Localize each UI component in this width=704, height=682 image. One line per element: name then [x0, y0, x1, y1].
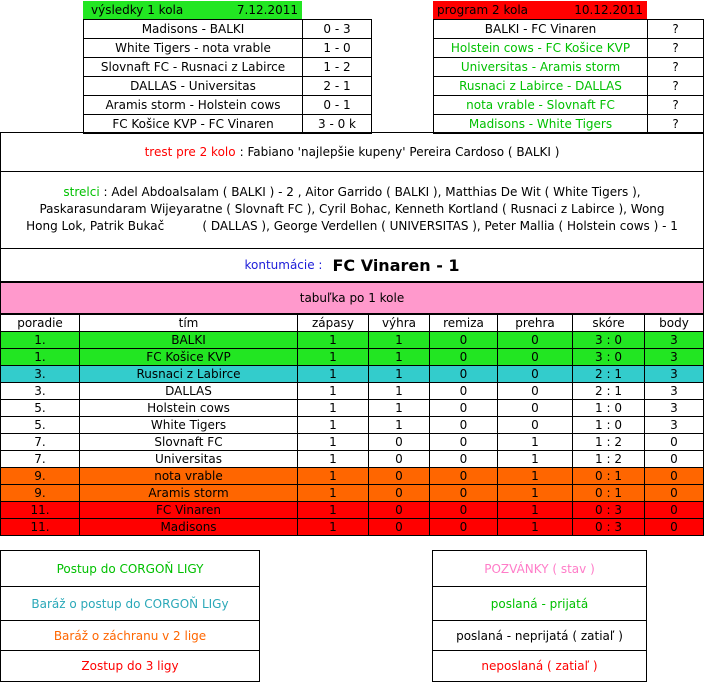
- standings-cell-score: 2 : 1: [572, 365, 644, 382]
- standings-cell-team: BALKI: [79, 331, 297, 348]
- result-teams: Aramis storm - Holstein cows: [83, 95, 302, 114]
- result-score: 1 - 0: [302, 38, 371, 57]
- penalty-text: : Fabiano 'najlepšie kupeny' Pereira Cardoso ( BALKI ): [239, 145, 560, 159]
- program-score: ?: [647, 114, 703, 133]
- standings-cell-draw: 0: [429, 484, 497, 501]
- results-header: [83, 1, 302, 19]
- standings-row: [0, 467, 703, 484]
- standings-cell-team: Slovnaft FC: [79, 433, 297, 450]
- program-teams: Rusnaci z Labirce - DALLAS: [433, 76, 647, 95]
- standings-cell-team: nota vrable: [79, 467, 297, 484]
- standings-cell-lost: 1: [497, 433, 572, 450]
- standings-cell-draw: 0: [429, 450, 497, 467]
- standings-cell-pts: 0: [644, 450, 703, 467]
- standings-cell-pos: 5.: [0, 399, 79, 416]
- standings-cell-played: 1: [297, 331, 368, 348]
- result-row: [83, 114, 371, 133]
- standings-cell-won: 0: [368, 484, 429, 501]
- standings-cell-score: 3 : 0: [572, 348, 644, 365]
- legend-relegation-playoff: Baráž o záchranu v 2 lige: [0, 620, 259, 650]
- legend-promotion: Postup do CORGOŇ LIGY: [0, 550, 259, 586]
- standings-cell-team: Aramis storm: [79, 484, 297, 501]
- result-row: [83, 76, 371, 95]
- standings-cell-pos: 11.: [0, 518, 79, 535]
- standings-cell-team: White Tigers: [79, 416, 297, 433]
- standings-cell-lost: 1: [497, 467, 572, 484]
- standings-cell-won: 1: [368, 399, 429, 416]
- standings-cell-played: 1: [297, 467, 368, 484]
- standings-cell-won: 1: [368, 382, 429, 399]
- standings-cell-played: 1: [297, 348, 368, 365]
- standings-cell-pos: 3.: [0, 365, 79, 382]
- standings-row: [0, 518, 703, 535]
- standings-cell-pts: 3: [644, 331, 703, 348]
- standings-header-cell: body: [644, 314, 703, 331]
- program-row: [433, 19, 703, 38]
- standings-cell-played: 1: [297, 518, 368, 535]
- standings-cell-team: FC Vinaren: [79, 501, 297, 518]
- program-teams: Madisons - White Tigers: [433, 114, 647, 133]
- standings-row: [0, 484, 703, 501]
- standings-cell-pts: 0: [644, 433, 703, 450]
- standings-cell-won: 1: [368, 416, 429, 433]
- standings-header-cell: výhra: [368, 314, 429, 331]
- program-teams: nota vrable - Slovnaft FC: [433, 95, 647, 114]
- standings-row: [0, 399, 703, 416]
- invites-not-accepted: poslaná - neprijatá ( zatiaľ ): [432, 620, 646, 650]
- standings-row: [0, 501, 703, 518]
- standings-header-row: [0, 314, 703, 331]
- program-date: 10.12.2011: [574, 3, 643, 17]
- standings-cell-played: 1: [297, 416, 368, 433]
- standings-row: [0, 416, 703, 433]
- result-teams: Slovnaft FC - Rusnaci z Labirce: [83, 57, 302, 76]
- standings-cell-pos: 1.: [0, 348, 79, 365]
- standings-cell-team: FC Košice KVP: [79, 348, 297, 365]
- standings-cell-pts: 3: [644, 365, 703, 382]
- standings-cell-score: 3 : 0: [572, 331, 644, 348]
- program-score: ?: [647, 19, 703, 38]
- program-score: ?: [647, 76, 703, 95]
- program-row: [433, 57, 703, 76]
- standings-cell-won: 0: [368, 450, 429, 467]
- result-teams: FC Košice KVP - FC Vinaren: [83, 114, 302, 133]
- result-row: [83, 95, 371, 114]
- standings-cell-pts: 3: [644, 382, 703, 399]
- result-row: [83, 19, 371, 38]
- standings-row: [0, 365, 703, 382]
- scorers-line-2: Paskarasundaram Wijeyaratne ( Slovnaft FC ), Cyril Bohac, Kenneth Kortland ( Rusnaci z Labirce ), Wong: [39, 202, 665, 216]
- standings-cell-draw: 0: [429, 467, 497, 484]
- standings-cell-draw: 0: [429, 433, 497, 450]
- standings-cell-played: 1: [297, 399, 368, 416]
- result-score: 2 - 1: [302, 76, 371, 95]
- program-row: [433, 95, 703, 114]
- standings-table: [0, 314, 704, 536]
- standings-cell-pos: 5.: [0, 416, 79, 433]
- standings-cell-lost: 1: [497, 450, 572, 467]
- standings-header-cell: zápasy: [297, 314, 368, 331]
- standings-cell-won: 0: [368, 518, 429, 535]
- standings-cell-score: 0 : 3: [572, 501, 644, 518]
- standings-cell-lost: 0: [497, 331, 572, 348]
- standings-cell-played: 1: [297, 484, 368, 501]
- standings-cell-won: 1: [368, 365, 429, 382]
- standings-cell-team: Rusnaci z Labirce: [79, 365, 297, 382]
- standings-cell-draw: 0: [429, 382, 497, 399]
- result-row: [83, 57, 371, 76]
- standings-cell-score: 0 : 1: [572, 467, 644, 484]
- standings-cell-pos: 11.: [0, 501, 79, 518]
- invites-title: POZVÁNKY ( stav ): [432, 550, 646, 586]
- standings-cell-pts: 0: [644, 467, 703, 484]
- standings-cell-played: 1: [297, 365, 368, 382]
- standings-cell-pts: 0: [644, 501, 703, 518]
- standings-cell-pos: 9.: [0, 467, 79, 484]
- program-score: ?: [647, 38, 703, 57]
- program-table: [433, 19, 704, 134]
- standings-cell-won: 0: [368, 467, 429, 484]
- standings-cell-lost: 0: [497, 382, 572, 399]
- standings-cell-won: 0: [368, 433, 429, 450]
- result-score: 0 - 3: [302, 19, 371, 38]
- standings-cell-pos: 3.: [0, 382, 79, 399]
- standings-cell-pts: 0: [644, 518, 703, 535]
- legend-promotion-playoff: Baráž o postup do CORGOŇ LIGy: [0, 586, 259, 620]
- standings-cell-played: 1: [297, 433, 368, 450]
- standings-cell-score: 1 : 0: [572, 399, 644, 416]
- scorers-line-1: strelci : Adel Abdoalsalam ( BALKI ) - 2 , Aitor Garrido ( BALKI ), Matthias De Wit ( White Tigers ),: [63, 185, 641, 199]
- standings-cell-lost: 0: [497, 348, 572, 365]
- standings-header-cell: remiza: [429, 314, 497, 331]
- invites-not-sent: neposlaná ( zatiaľ ): [432, 650, 646, 681]
- standings-cell-draw: 0: [429, 348, 497, 365]
- forfeit-value: FC Vinaren - 1: [332, 255, 460, 275]
- standings-cell-team: Madisons: [79, 518, 297, 535]
- legend-table: [0, 550, 260, 682]
- results-table: [83, 19, 372, 134]
- standings-cell-pts: 3: [644, 348, 703, 365]
- standings-cell-draw: 0: [429, 365, 497, 382]
- program-row: [433, 114, 703, 133]
- result-teams: White Tigers - nota vrable: [83, 38, 302, 57]
- invites-table: [432, 550, 647, 682]
- standings-header-cell: skóre: [572, 314, 644, 331]
- program-teams: Universitas - Aramis storm: [433, 57, 647, 76]
- standings-cell-played: 1: [297, 382, 368, 399]
- standings-cell-pos: 1.: [0, 331, 79, 348]
- scorers-line-3: Hong Lok, Patrik Bukač ( DALLAS ), George Verdellen ( UNIVERSITAS ), Peter Mallia ( Holstein cows ) - 1: [26, 219, 678, 233]
- standings-cell-score: 0 : 1: [572, 484, 644, 501]
- results-section: [0, 0, 704, 132]
- program-row: [433, 38, 703, 57]
- standings-cell-score: 1 : 0: [572, 416, 644, 433]
- standings-header-cell: prehra: [497, 314, 572, 331]
- standings-cell-score: 1 : 2: [572, 450, 644, 467]
- standings-cell-pts: 0: [644, 484, 703, 501]
- standings-cell-pts: 3: [644, 416, 703, 433]
- forfeit-label: kontumácie :: [244, 258, 323, 272]
- standings-cell-team: DALLAS: [79, 382, 297, 399]
- program-score: ?: [647, 95, 703, 114]
- result-score: 1 - 2: [302, 57, 371, 76]
- standings-cell-draw: 0: [429, 518, 497, 535]
- result-score: 0 - 1: [302, 95, 371, 114]
- result-teams: Madisons - BALKI: [83, 19, 302, 38]
- standings-cell-draw: 0: [429, 416, 497, 433]
- standings-cell-score: 1 : 2: [572, 433, 644, 450]
- standings-cell-lost: 1: [497, 484, 572, 501]
- standings-row: [0, 433, 703, 450]
- standings-row: [0, 331, 703, 348]
- program-header: [433, 1, 647, 19]
- standings-row: [0, 382, 703, 399]
- standings-cell-pos: 9.: [0, 484, 79, 501]
- program-title: program 2 kola: [437, 3, 529, 17]
- standings-cell-team: Holstein cows: [79, 399, 297, 416]
- standings-cell-lost: 0: [497, 399, 572, 416]
- standings-header-cell: tím: [79, 314, 297, 331]
- standings-cell-lost: 1: [497, 518, 572, 535]
- standings-cell-won: 0: [368, 501, 429, 518]
- standings-cell-pts: 3: [644, 399, 703, 416]
- program-row: [433, 76, 703, 95]
- standings-row: [0, 348, 703, 365]
- result-teams: DALLAS - Universitas: [83, 76, 302, 95]
- scorers-box: [0, 171, 704, 249]
- standings-cell-lost: 0: [497, 365, 572, 382]
- penalty-box: [0, 132, 704, 172]
- standings-cell-won: 1: [368, 331, 429, 348]
- results-date: 7.12.2011: [236, 3, 298, 17]
- standings-cell-played: 1: [297, 501, 368, 518]
- forfeit-box: [0, 248, 704, 282]
- standings-header-cell: poradie: [0, 314, 79, 331]
- standings-cell-lost: 0: [497, 416, 572, 433]
- program-score: ?: [647, 57, 703, 76]
- standings-cell-pos: 7.: [0, 433, 79, 450]
- standings-row: [0, 450, 703, 467]
- result-score: 3 - 0 k: [302, 114, 371, 133]
- standings-cell-played: 1: [297, 450, 368, 467]
- invites-accepted: poslaná - prijatá: [432, 586, 646, 620]
- program-teams: BALKI - FC Vinaren: [433, 19, 647, 38]
- standings-cell-won: 1: [368, 348, 429, 365]
- scorers-label: strelci: [63, 185, 100, 199]
- standings-title: tabuľka po 1 kole: [0, 282, 704, 314]
- legend-relegation: Zostup do 3 ligy: [0, 650, 259, 681]
- results-title: výsledky 1 kola: [91, 3, 184, 17]
- standings-cell-draw: 0: [429, 399, 497, 416]
- standings-cell-team: Universitas: [79, 450, 297, 467]
- program-teams: Holstein cows - FC Košice KVP: [433, 38, 647, 57]
- standings-cell-draw: 0: [429, 501, 497, 518]
- standings-cell-draw: 0: [429, 331, 497, 348]
- penalty-label: trest pre 2 kolo: [144, 145, 236, 159]
- standings-cell-lost: 1: [497, 501, 572, 518]
- result-row: [83, 38, 371, 57]
- standings-cell-score: 2 : 1: [572, 382, 644, 399]
- standings-cell-pos: 7.: [0, 450, 79, 467]
- standings-cell-score: 0 : 3: [572, 518, 644, 535]
